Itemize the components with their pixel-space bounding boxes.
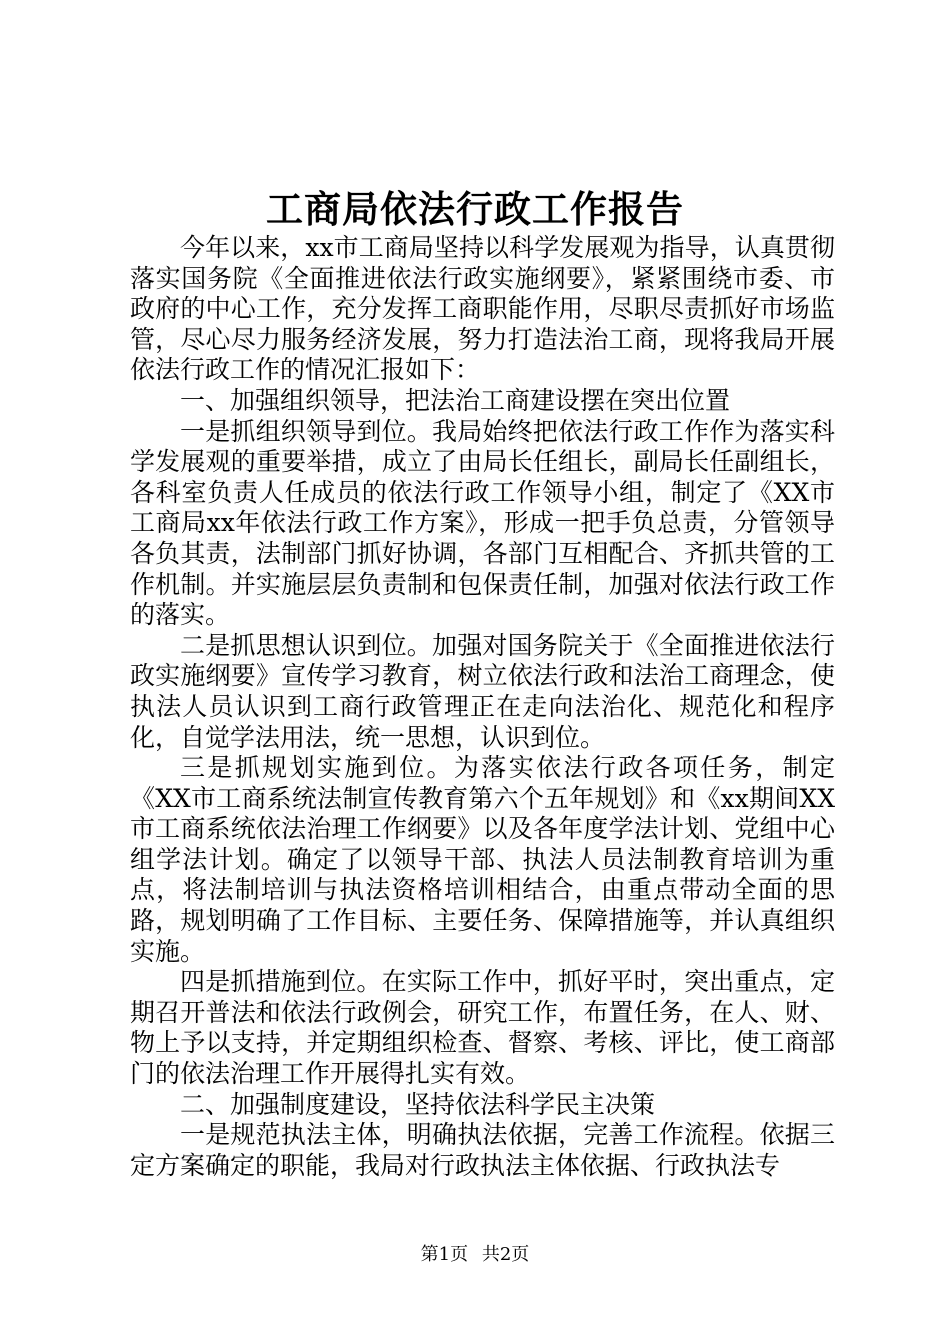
paragraph-awareness: 二是抓思想认识到位。加强对国务院关于《全面推进依法行政实施纲要》宣传学习教育，树立依法行政和法治工商理念，使执法人员认识到工商行政管理正在走向法治化、规范化和程序化，自觉学法用法，统一思想，认识到位。	[130, 630, 835, 752]
document-title: 工商局依法行政工作报告	[266, 187, 684, 231]
paragraph-measures: 四是抓措施到位。在实际工作中，抓好平时，突出重点，定期召开普法和依法行政例会，研究工作，布置任务，在人、财、物上予以支持，并定期组织检查、督察、考核、评比，使工商部门的依法治理工作开展得扎实有效。	[130, 967, 835, 1089]
page-total: 共2页	[481, 1244, 530, 1265]
paragraph-planning: 三是抓规划实施到位。为落实依法行政各项任务，制定《XX市工商系统法制宣传教育第六个五年规划》和《xx期间XX市工商系统依法治理工作纲要》以及各年度学法计划、党组中心组学法计划。确定了以领导干部、执法人员法制教育培训为重点，将法制培训与执法资格培训相结合，由重点带动全面的思路，规划明确了工作目标、主要任务、保障措施等，并认真组织实施。	[130, 753, 835, 966]
paragraph-enforcement: 一是规范执法主体，明确执法依据，完善工作流程。依据三定方案确定的职能，我局对行政执法主体依据、行政执法专	[130, 1120, 835, 1180]
page-footer	[0, 1243, 950, 1267]
document-body	[130, 233, 835, 1181]
section-heading-1: 一、加强组织领导，把法治工商建设摆在突出位置	[180, 385, 731, 415]
page-number: 第1页	[420, 1244, 469, 1265]
section-heading-2: 二、加强制度建设，坚持依法科学民主决策	[180, 1089, 656, 1119]
paragraph-intro: 今年以来，xx市工商局坚持以科学发展观为指导，认真贯彻落实国务院《全面推进依法行政实施纲要》，紧紧围绕市委、市政府的中心工作，充分发挥工商职能作用，尽职尽责抓好市场监管，尽心尽力服务经济发展，努力打造法治工商，现将我局开展依法行政工作的情况汇报如下：	[130, 233, 835, 385]
paragraph-organization: 一是抓组织领导到位。我局始终把依法行政工作作为落实科学发展观的重要举措，成立了由局长任组长，副局长任副组长，各科室负责人任成员的依法行政工作领导小组，制定了《XX市工商局xx年依法行政工作方案》，形成一把手负总责，分管领导各负其责，法制部门抓好协调，各部门互相配合、齐抓共管的工作机制。并实施层层负责制和包保责任制，加强对依法行政工作的落实。	[130, 416, 835, 630]
